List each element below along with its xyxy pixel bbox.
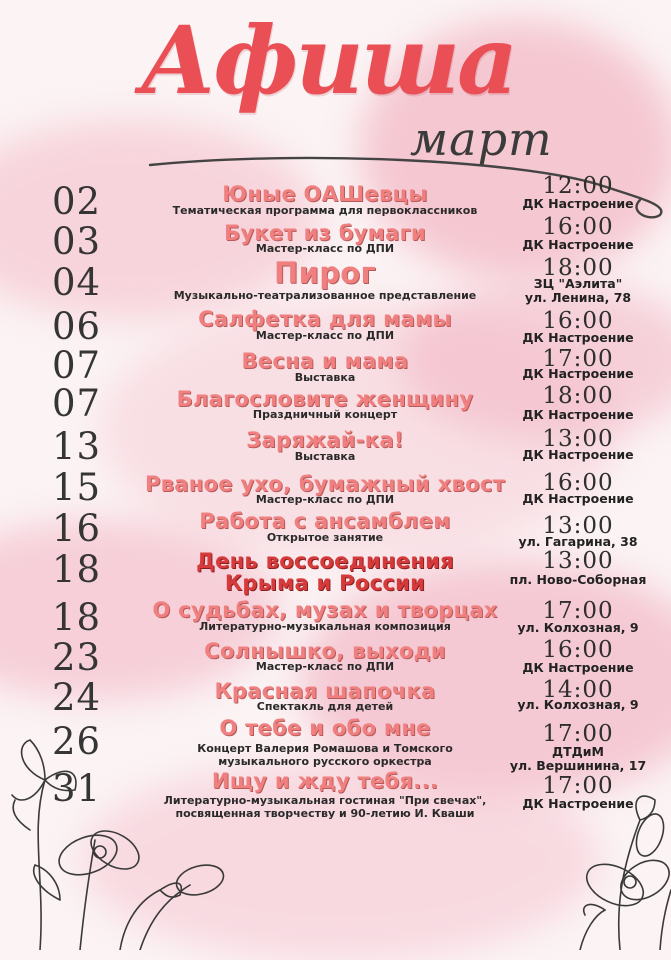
month-subtitle: март — [410, 112, 553, 166]
event-day: 18 — [52, 596, 102, 639]
event-name: Солнышко, выходи — [204, 639, 446, 663]
event-time: 14:00 — [542, 677, 614, 703]
event-day: 13 — [52, 425, 102, 468]
event-description: Концерт Валерия Ромашова и Томского музыкального русского оркестра — [197, 742, 453, 768]
event-description: Мастер-класс по ДПИ — [255, 329, 395, 342]
event-name: Весна и мама — [241, 349, 409, 373]
event-place: ул. Колхозная, 9 — [517, 697, 639, 712]
event-time: 16:00 — [542, 308, 614, 334]
event-time: 18:00 — [542, 383, 614, 409]
event-day: 07 — [52, 344, 102, 387]
event-day: 26 — [52, 720, 102, 763]
event-place: ДК Настроение — [522, 330, 634, 345]
event-day: 31 — [52, 767, 102, 810]
event-time: 17:00 — [542, 773, 614, 799]
event-name: Салфетка для мамы — [198, 307, 452, 331]
event-time: 13:00 — [542, 548, 614, 574]
event-day: 24 — [52, 676, 102, 719]
event-day: 04 — [52, 261, 102, 304]
event-time: 16:00 — [542, 637, 614, 663]
event-place: ДТДиМ ул. Вершинина, 17 — [509, 744, 647, 774]
event-place: ЗЦ "Аэлита" ул. Ленина, 78 — [524, 276, 632, 306]
event-time: 17:00 — [542, 346, 614, 372]
event-time: 17:00 — [542, 598, 614, 624]
event-description: Тематическая программа для первоклассников — [172, 204, 478, 217]
event-description: Мастер-класс по ДПИ — [255, 493, 395, 506]
event-description: Литературно-музыкальная гостиная "При свечах", посвященная творчеству и 90-летию И. Кваши — [163, 794, 487, 820]
event-name: День воссоединения Крыма и России — [196, 549, 454, 596]
event-description: Спектакль для детей — [256, 700, 394, 713]
event-day: 16 — [52, 507, 102, 550]
event-place: ДК Настроение — [522, 796, 634, 811]
poster-title: Афиша — [140, 6, 516, 116]
event-name: О судьбах, музах и творцах — [152, 598, 498, 622]
event-name: Заряжай-ка! — [246, 428, 404, 452]
event-day: 07 — [52, 382, 102, 425]
event-description: Литературно-музыкальная композиция — [199, 620, 451, 633]
event-place: ДК Настроение — [522, 491, 634, 506]
event-name: Работа с ансамблем — [199, 509, 451, 533]
event-name: Ищу и жду тебя... — [211, 769, 439, 793]
event-time: 17:00 — [542, 721, 614, 747]
event-day: 03 — [52, 220, 102, 263]
event-place: ДК Настроение — [522, 407, 634, 422]
event-place: ДК Настроение — [522, 196, 634, 211]
event-name: Юные ОАШевцы — [222, 182, 428, 206]
event-description: Праздничный концерт — [252, 408, 398, 421]
event-name: Пирог — [274, 256, 376, 290]
event-place: ДК Настроение — [522, 366, 634, 381]
event-name: О тебе и обо мне — [219, 716, 431, 740]
event-place: ДК Настроение — [522, 660, 634, 675]
event-day: 02 — [52, 180, 102, 223]
event-name: Букет из бумаги — [224, 221, 426, 245]
event-time: 13:00 — [542, 513, 614, 539]
event-description: Открытое занятие — [266, 531, 384, 544]
event-description: Мастер-класс по ДПИ — [255, 242, 395, 255]
event-place: ул. Гагарина, 38 — [518, 534, 638, 549]
event-name: Благословите женщину — [176, 387, 474, 411]
event-day: 06 — [52, 305, 102, 348]
event-name: Рваное ухо, бумажный хвост — [144, 472, 506, 496]
event-place: ул. Колхозная, 9 — [517, 620, 639, 635]
event-description: Выставка — [294, 450, 356, 463]
event-description: Выставка — [294, 371, 356, 384]
event-time: 18:00 — [542, 255, 614, 281]
event-description: Музыкально-театрализованное представление — [173, 289, 477, 302]
event-place: пл. Ново-Соборная — [509, 572, 647, 587]
event-time: 13:00 — [542, 426, 614, 452]
event-time: 12:00 — [542, 173, 614, 199]
event-day: 18 — [52, 548, 102, 591]
event-place: ДК Настроение — [522, 447, 634, 462]
event-day: 15 — [52, 466, 102, 509]
event-day: 23 — [52, 636, 102, 679]
event-name: Красная шапочка — [214, 679, 436, 703]
event-time: 16:00 — [542, 214, 614, 240]
event-place: ДК Настроение — [522, 237, 634, 252]
event-description: Мастер-класс по ДПИ — [255, 660, 395, 673]
event-time: 16:00 — [542, 470, 614, 496]
